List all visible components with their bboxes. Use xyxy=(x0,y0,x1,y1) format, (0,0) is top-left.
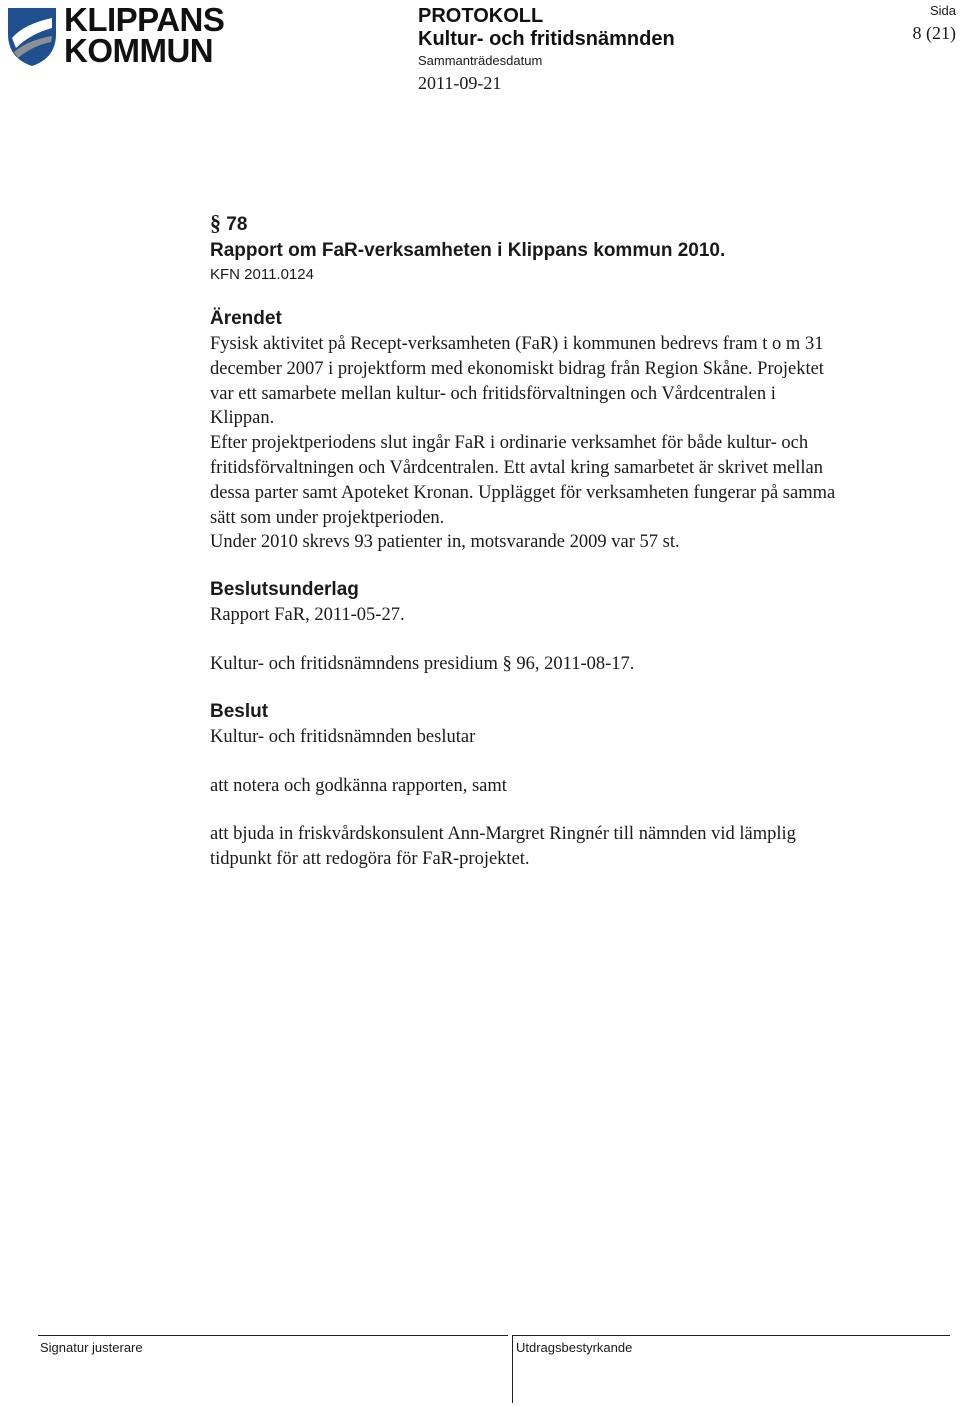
presidium-text: Kultur- och fritidsnämndens presidium xyxy=(210,653,498,674)
arendet-line: dessa parter samt Apoteket Kronan. Upplägget för verksamheten fungerar på samma xyxy=(210,482,836,503)
signature-label: Signatur justerare xyxy=(40,1340,143,1355)
section-title: Rapport om FaR-verksamheten i Klippans kommun 2010. xyxy=(210,240,726,261)
arendet-line: var ett samarbete mellan kultur- och fritidsförvaltningen och Vårdcentralen i xyxy=(210,383,776,404)
klippans-kommun-logo xyxy=(6,1,225,69)
underlag-item-presidium xyxy=(210,652,930,677)
arendet-line: Klippan. xyxy=(210,408,275,429)
arendet-line: fritidsförvaltningen och Vårdcentralen. Ett avtal kring samarbetet är skrivet mellan xyxy=(210,457,824,478)
footer-rule-left xyxy=(38,1335,508,1336)
document-type: PROTOKOLL xyxy=(418,5,544,27)
paragraph-mark: § xyxy=(502,653,512,674)
arendet-line: Under 2010 skrevs 93 patienter in, motsvarande 2009 var 57 st. xyxy=(210,532,680,553)
board-name: Kultur- och fritidsnämnden xyxy=(418,28,675,50)
beslut-point-2-line: tidpunkt för att redogöra för FaR-projektet. xyxy=(210,849,530,870)
case-reference: KFN 2011.0124 xyxy=(210,266,314,283)
page-number: 8 (21) xyxy=(912,23,956,43)
presidium-ref: 96, 2011-08-17. xyxy=(516,653,635,674)
arendet-text xyxy=(210,332,930,555)
beslut-point-2-line: att bjuda in friskvårdskonsulent Ann-Margret Ringnér till nämnden vid lämplig xyxy=(210,824,796,845)
beslut-point-2 xyxy=(210,822,930,872)
beslut-heading: Beslut xyxy=(210,700,269,722)
paragraph-mark: § xyxy=(210,210,221,235)
arendet-heading: Ärendet xyxy=(210,308,282,329)
protocol-header xyxy=(418,5,675,94)
section-number xyxy=(210,208,930,238)
page-label: Sida xyxy=(929,3,956,18)
underlag-item-report: Rapport FaR, 2011-05-27. xyxy=(210,605,405,626)
footer-rule-right xyxy=(512,1335,950,1336)
protocol-body xyxy=(210,208,930,872)
municipal-emblem-icon xyxy=(6,4,58,68)
beslut-point-1: att notera och godkänna rapporten, samt xyxy=(210,775,507,796)
arendet-line: Efter projektperiodens slut ingår FaR i ordinarie verksamhet för både kultur- och xyxy=(210,433,809,454)
logo-wordmark xyxy=(64,1,225,69)
footer-divider xyxy=(512,1335,513,1403)
certification-label: Utdragsbestyrkande xyxy=(516,1340,633,1355)
arendet-line: Fysisk aktivitet på Recept-verksamheten (FaR) i kommunen bedrevs fram t o m 31 xyxy=(210,334,824,354)
arendet-line: december 2007 i projektform med ekonomiskt bidrag från Region Skåne. Projektet xyxy=(210,358,824,379)
arendet-line: sätt som under projektperioden. xyxy=(210,507,445,528)
meeting-date: 2011-09-21 xyxy=(418,73,502,93)
beslut-intro: Kultur- och fritidsnämnden beslutar xyxy=(210,726,476,747)
beslutsunderlag-heading: Beslutsunderlag xyxy=(210,579,359,601)
section-number-value: 78 xyxy=(226,214,248,235)
meeting-date-label: Sammanträdesdatum xyxy=(418,53,543,68)
logo-line-2: KOMMUN xyxy=(64,32,214,69)
logo-line-1: KLIPPANS xyxy=(64,1,225,38)
